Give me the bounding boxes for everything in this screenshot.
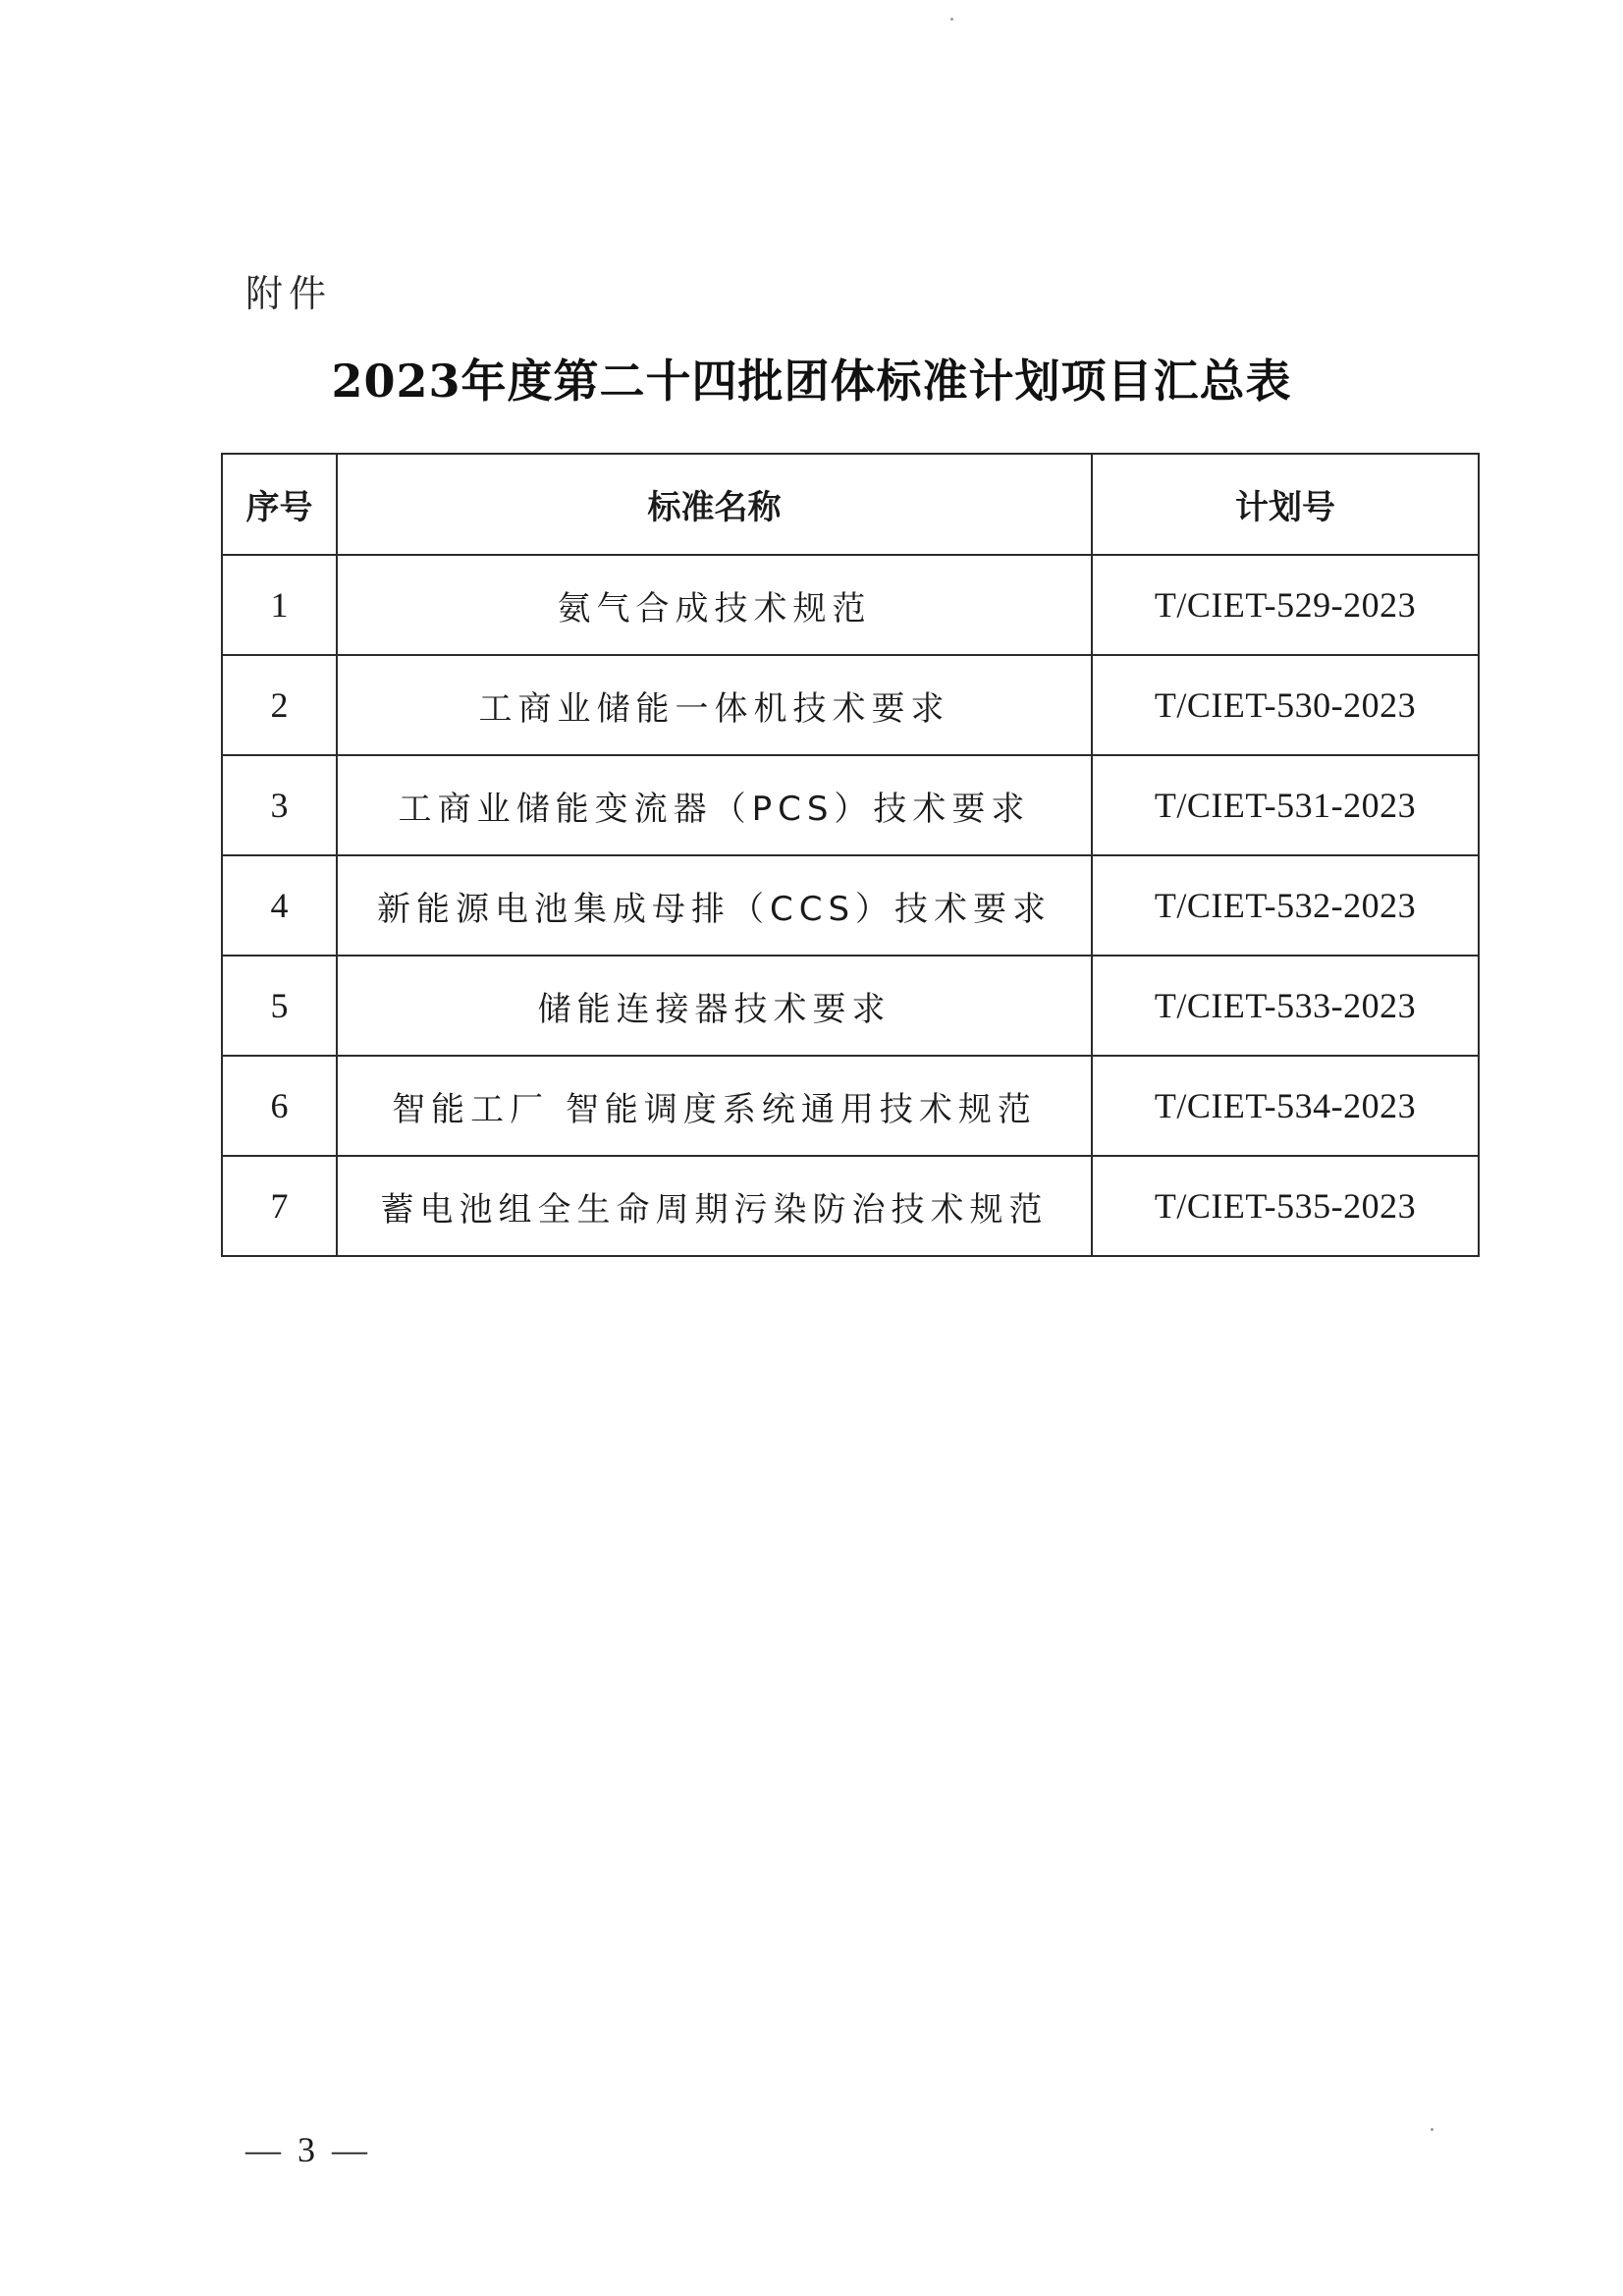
table-row [222,1156,1479,1256]
cell-code: T/CIET-532-2023 [1092,855,1479,956]
cell-code: T/CIET-529-2023 [1092,555,1479,655]
cell-name: 工商业储能变流器（PCS）技术要求 [337,755,1092,855]
table-row [222,755,1479,855]
cell-code: T/CIET-533-2023 [1092,956,1479,1056]
header-code: 计划号 [1092,454,1479,555]
cell-name: 工商业储能一体机技术要求 [337,655,1092,755]
header-name: 标准名称 [337,454,1092,555]
cell-name: 新能源电池集成母排（CCS）技术要求 [337,855,1092,956]
cell-seq: 4 [222,855,337,956]
cell-name: 蓄电池组全生命周期污染防治技术规范 [337,1156,1092,1256]
cell-seq: 7 [222,1156,337,1256]
cell-seq: 2 [222,655,337,755]
table-row [222,855,1479,956]
cell-code: T/CIET-530-2023 [1092,655,1479,755]
cell-seq: 5 [222,956,337,1056]
cell-code: T/CIET-534-2023 [1092,1056,1479,1156]
cell-seq: 3 [222,755,337,855]
annex-label: 附件 [245,272,333,315]
table-header-row [222,454,1479,555]
cell-name: 储能连接器技术要求 [337,956,1092,1056]
cell-name: 智能工厂 智能调度系统通用技术规范 [337,1056,1092,1156]
page-number: — 3 — [245,2130,371,2169]
header-seq: 序号 [222,454,337,555]
cell-code: T/CIET-535-2023 [1092,1156,1479,1256]
table-row [222,655,1479,755]
cell-code: T/CIET-531-2023 [1092,755,1479,855]
document-title: 2023年度第二十四批团体标准计划项目汇总表 [331,355,1292,408]
standards-plan-table [221,453,1480,1257]
scan-speck [1431,2128,1434,2131]
table-row [222,555,1479,655]
cell-seq: 1 [222,555,337,655]
cell-name: 氨气合成技术规范 [337,555,1092,655]
cell-seq: 6 [222,1056,337,1156]
table-row [222,956,1479,1056]
scan-speck [950,18,953,21]
table-row [222,1056,1479,1156]
